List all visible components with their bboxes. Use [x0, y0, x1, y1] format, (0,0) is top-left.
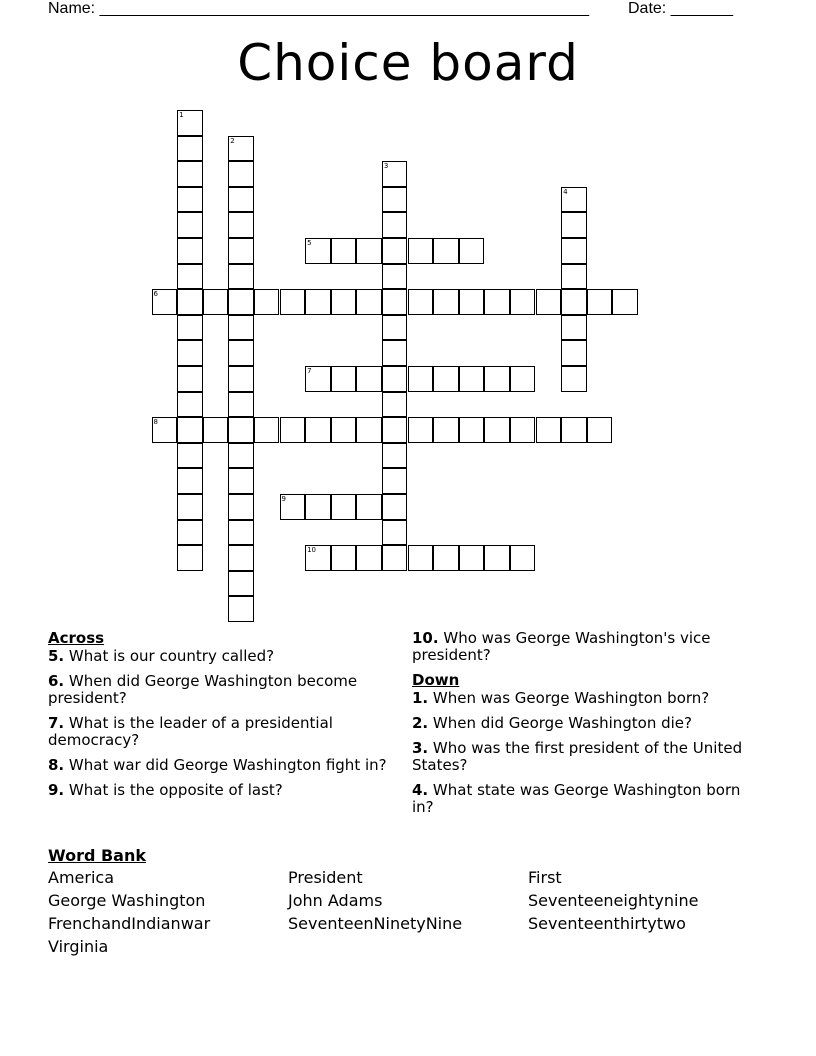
crossword-cell[interactable]	[228, 238, 254, 264]
cell-number: 7	[307, 367, 312, 375]
crossword-cell[interactable]	[561, 315, 587, 341]
crossword-cell[interactable]	[484, 417, 510, 443]
crossword-cell[interactable]	[203, 417, 229, 443]
crossword-cell[interactable]	[382, 289, 408, 315]
crossword-cell[interactable]	[356, 545, 382, 571]
crossword-cell[interactable]	[561, 289, 587, 315]
crossword-cell[interactable]	[587, 417, 613, 443]
clue-number: 10.	[412, 629, 439, 647]
across-clue-7	[48, 715, 393, 749]
crossword-cell[interactable]	[177, 443, 203, 469]
cell-number: 5	[307, 239, 312, 247]
clues-left-column	[48, 630, 393, 807]
crossword-cell[interactable]	[177, 136, 203, 162]
crossword-cell[interactable]	[561, 238, 587, 264]
clue-text: What state was George Washington born in?	[412, 781, 741, 816]
crossword-cell[interactable]	[228, 417, 254, 443]
crossword-cell[interactable]	[561, 340, 587, 366]
crossword-cell[interactable]	[331, 494, 357, 520]
crossword-cell[interactable]	[459, 366, 485, 392]
crossword-cell[interactable]	[177, 289, 203, 315]
crossword-cell[interactable]	[356, 289, 382, 315]
word-bank-item: John Adams	[288, 891, 383, 910]
crossword-cell[interactable]	[177, 161, 203, 187]
crossword-cell[interactable]	[356, 494, 382, 520]
crossword-cell[interactable]	[331, 366, 357, 392]
crossword-cell[interactable]	[177, 392, 203, 418]
crossword-cell[interactable]	[177, 110, 203, 136]
crossword-cell[interactable]	[228, 212, 254, 238]
crossword-cell[interactable]	[382, 340, 408, 366]
cell-number: 9	[281, 495, 286, 503]
crossword-cell[interactable]	[382, 161, 408, 187]
date-field-label: Date: _______	[628, 0, 733, 17]
crossword-cell[interactable]	[459, 417, 485, 443]
crossword-cell[interactable]	[433, 366, 459, 392]
clue-number: 2.	[412, 714, 429, 732]
crossword-cell[interactable]	[587, 289, 613, 315]
crossword-cell[interactable]	[510, 289, 536, 315]
word-bank	[48, 869, 768, 956]
crossword-cell[interactable]	[433, 545, 459, 571]
crossword-cell[interactable]	[331, 289, 357, 315]
clue-text: What war did George Washington fight in?	[68, 756, 387, 774]
down-clue-2	[412, 715, 757, 732]
across-clue-8	[48, 757, 393, 774]
crossword-cell[interactable]	[305, 238, 331, 264]
word-bank-item: Virginia	[48, 937, 109, 956]
crossword-cell[interactable]	[177, 264, 203, 290]
crossword-cell[interactable]	[177, 520, 203, 546]
crossword-cell[interactable]	[561, 417, 587, 443]
crossword-cell[interactable]	[484, 366, 510, 392]
crossword-cell[interactable]	[280, 494, 306, 520]
across-clue-5	[48, 648, 393, 665]
crossword-cell[interactable]	[484, 289, 510, 315]
crossword-cell[interactable]	[433, 289, 459, 315]
crossword-cell[interactable]	[433, 238, 459, 264]
clue-number: 6.	[48, 672, 65, 690]
crossword-cell[interactable]	[459, 289, 485, 315]
crossword-cell[interactable]	[382, 238, 408, 264]
crossword-cell[interactable]	[177, 545, 203, 571]
crossword-cell[interactable]	[561, 187, 587, 213]
crossword-cell[interactable]	[228, 571, 254, 597]
crossword-cell[interactable]	[228, 315, 254, 341]
cell-number: 2	[230, 136, 235, 145]
clue-text: What is the opposite of last?	[68, 781, 283, 799]
cell-number: 1	[179, 111, 184, 119]
crossword-cell[interactable]	[228, 264, 254, 290]
crossword-cell[interactable]	[280, 417, 306, 443]
crossword-cell[interactable]	[177, 315, 203, 341]
crossword-cell[interactable]	[254, 289, 280, 315]
crossword-cell[interactable]	[382, 264, 408, 290]
crossword-cell[interactable]	[356, 238, 382, 264]
crossword-cell[interactable]	[331, 238, 357, 264]
crossword-cell[interactable]	[561, 264, 587, 290]
crossword-cell[interactable]	[433, 417, 459, 443]
crossword-cell[interactable]	[177, 468, 203, 494]
crossword-cell[interactable]	[612, 289, 638, 315]
crossword-cell[interactable]	[408, 545, 434, 571]
cell-number: 8	[153, 418, 158, 427]
crossword-cell[interactable]	[228, 545, 254, 571]
clue-number: 8.	[48, 756, 65, 774]
clues-right-column	[412, 630, 757, 824]
crossword-cell[interactable]	[305, 494, 331, 520]
crossword-cell[interactable]	[382, 212, 408, 238]
clue-text: When was George Washington born?	[432, 689, 710, 707]
crossword-cell[interactable]	[561, 212, 587, 238]
clue-number: 4.	[412, 781, 429, 799]
clue-number: 1.	[412, 689, 429, 707]
crossword-cell[interactable]	[228, 161, 254, 187]
crossword-cell[interactable]	[228, 392, 254, 418]
crossword-cell[interactable]	[228, 187, 254, 213]
crossword-cell[interactable]	[152, 417, 178, 443]
word-bank-item: SeventeenNinetyNine	[288, 914, 463, 933]
crossword-cell[interactable]	[228, 494, 254, 520]
down-clue-1	[412, 690, 757, 707]
crossword-cell[interactable]	[331, 545, 357, 571]
crossword-cell[interactable]	[510, 545, 536, 571]
clue-text: When did George Washington become president?	[48, 672, 358, 707]
crossword-cell[interactable]	[382, 443, 408, 469]
crossword-cell[interactable]	[382, 417, 408, 443]
crossword-cell[interactable]	[254, 417, 280, 443]
crossword-cell[interactable]	[177, 187, 203, 213]
crossword-cell[interactable]	[510, 366, 536, 392]
word-bank-item: Seventeeneightynine	[528, 891, 699, 910]
word-bank-item: President	[288, 868, 363, 887]
down-clue-3	[412, 740, 757, 774]
clue-text: When did George Washington die?	[432, 714, 692, 732]
crossword-cell[interactable]	[382, 315, 408, 341]
cell-number: 3	[383, 162, 389, 171]
clue-text: What is our country called?	[68, 647, 275, 665]
crossword-cell[interactable]	[177, 212, 203, 238]
crossword-cell[interactable]	[382, 468, 408, 494]
crossword-cell[interactable]	[408, 289, 434, 315]
crossword-cell[interactable]	[177, 417, 203, 443]
cell-number: 10	[307, 546, 317, 555]
crossword-cell[interactable]	[459, 545, 485, 571]
crossword-cell[interactable]	[408, 417, 434, 443]
crossword-cell[interactable]	[305, 289, 331, 315]
across-clue-9	[48, 782, 393, 799]
name-field-label: Name: _______________________________________________________	[48, 0, 589, 17]
word-bank-title: Word Bank	[48, 846, 147, 865]
clue-number: 5.	[48, 647, 65, 665]
crossword-cell[interactable]	[382, 520, 408, 546]
crossword-cell[interactable]	[408, 366, 434, 392]
crossword-cell[interactable]	[536, 417, 562, 443]
crossword-cell[interactable]	[305, 366, 331, 392]
crossword-cell[interactable]	[228, 443, 254, 469]
crossword-cell[interactable]	[228, 596, 254, 622]
crossword-cell[interactable]	[228, 136, 254, 162]
clue-text: Who was George Washington's vice president?	[412, 629, 711, 664]
clue-number: 3.	[412, 739, 429, 757]
crossword-cell[interactable]	[228, 340, 254, 366]
down-heading: Down	[412, 671, 460, 689]
crossword-cell[interactable]	[408, 238, 434, 264]
crossword-cell[interactable]	[561, 366, 587, 392]
crossword-cell[interactable]	[382, 392, 408, 418]
crossword-cell[interactable]	[382, 494, 408, 520]
across-clue-6	[48, 673, 393, 707]
crossword-cell[interactable]	[459, 238, 485, 264]
crossword-cell[interactable]	[177, 238, 203, 264]
word-bank-item: FrenchandIndianwar	[48, 914, 211, 933]
crossword-cell[interactable]	[536, 289, 562, 315]
crossword-cell[interactable]	[510, 417, 536, 443]
crossword-cell[interactable]	[177, 340, 203, 366]
crossword-cell[interactable]	[203, 289, 229, 315]
crossword-cell[interactable]	[228, 366, 254, 392]
across-clue-10	[412, 630, 757, 664]
clue-text: Who was the first president of the United States?	[412, 739, 743, 774]
crossword-cell[interactable]	[331, 417, 357, 443]
clue-text: What is the leader of a presidential democracy?	[48, 714, 333, 749]
crossword-cell[interactable]	[177, 494, 203, 520]
crossword-cell[interactable]	[228, 289, 254, 315]
crossword-cell[interactable]	[382, 545, 408, 571]
crossword-cell[interactable]	[280, 289, 306, 315]
crossword-cell[interactable]	[356, 417, 382, 443]
across-heading: Across	[48, 629, 105, 647]
crossword-cell[interactable]	[484, 545, 510, 571]
crossword-cell[interactable]	[228, 520, 254, 546]
crossword-cell[interactable]	[382, 366, 408, 392]
clue-number: 7.	[48, 714, 65, 732]
crossword-cell[interactable]	[305, 545, 331, 571]
word-bank-item: Seventeenthirtytwo	[528, 914, 686, 933]
cell-number: 6	[153, 290, 158, 299]
crossword-cell[interactable]	[305, 417, 331, 443]
crossword-cell[interactable]	[152, 289, 178, 315]
crossword-cell[interactable]	[177, 366, 203, 392]
word-bank-item: First	[528, 868, 562, 887]
word-bank-item: America	[48, 868, 114, 887]
cell-number: 4	[563, 187, 568, 196]
clue-number: 9.	[48, 781, 65, 799]
crossword-cell[interactable]	[356, 366, 382, 392]
crossword-cell[interactable]	[228, 468, 254, 494]
word-bank-item: George Washington	[48, 891, 206, 910]
page-title: Choice board	[237, 34, 579, 92]
down-clue-4	[412, 782, 757, 816]
crossword-cell[interactable]	[382, 187, 408, 213]
